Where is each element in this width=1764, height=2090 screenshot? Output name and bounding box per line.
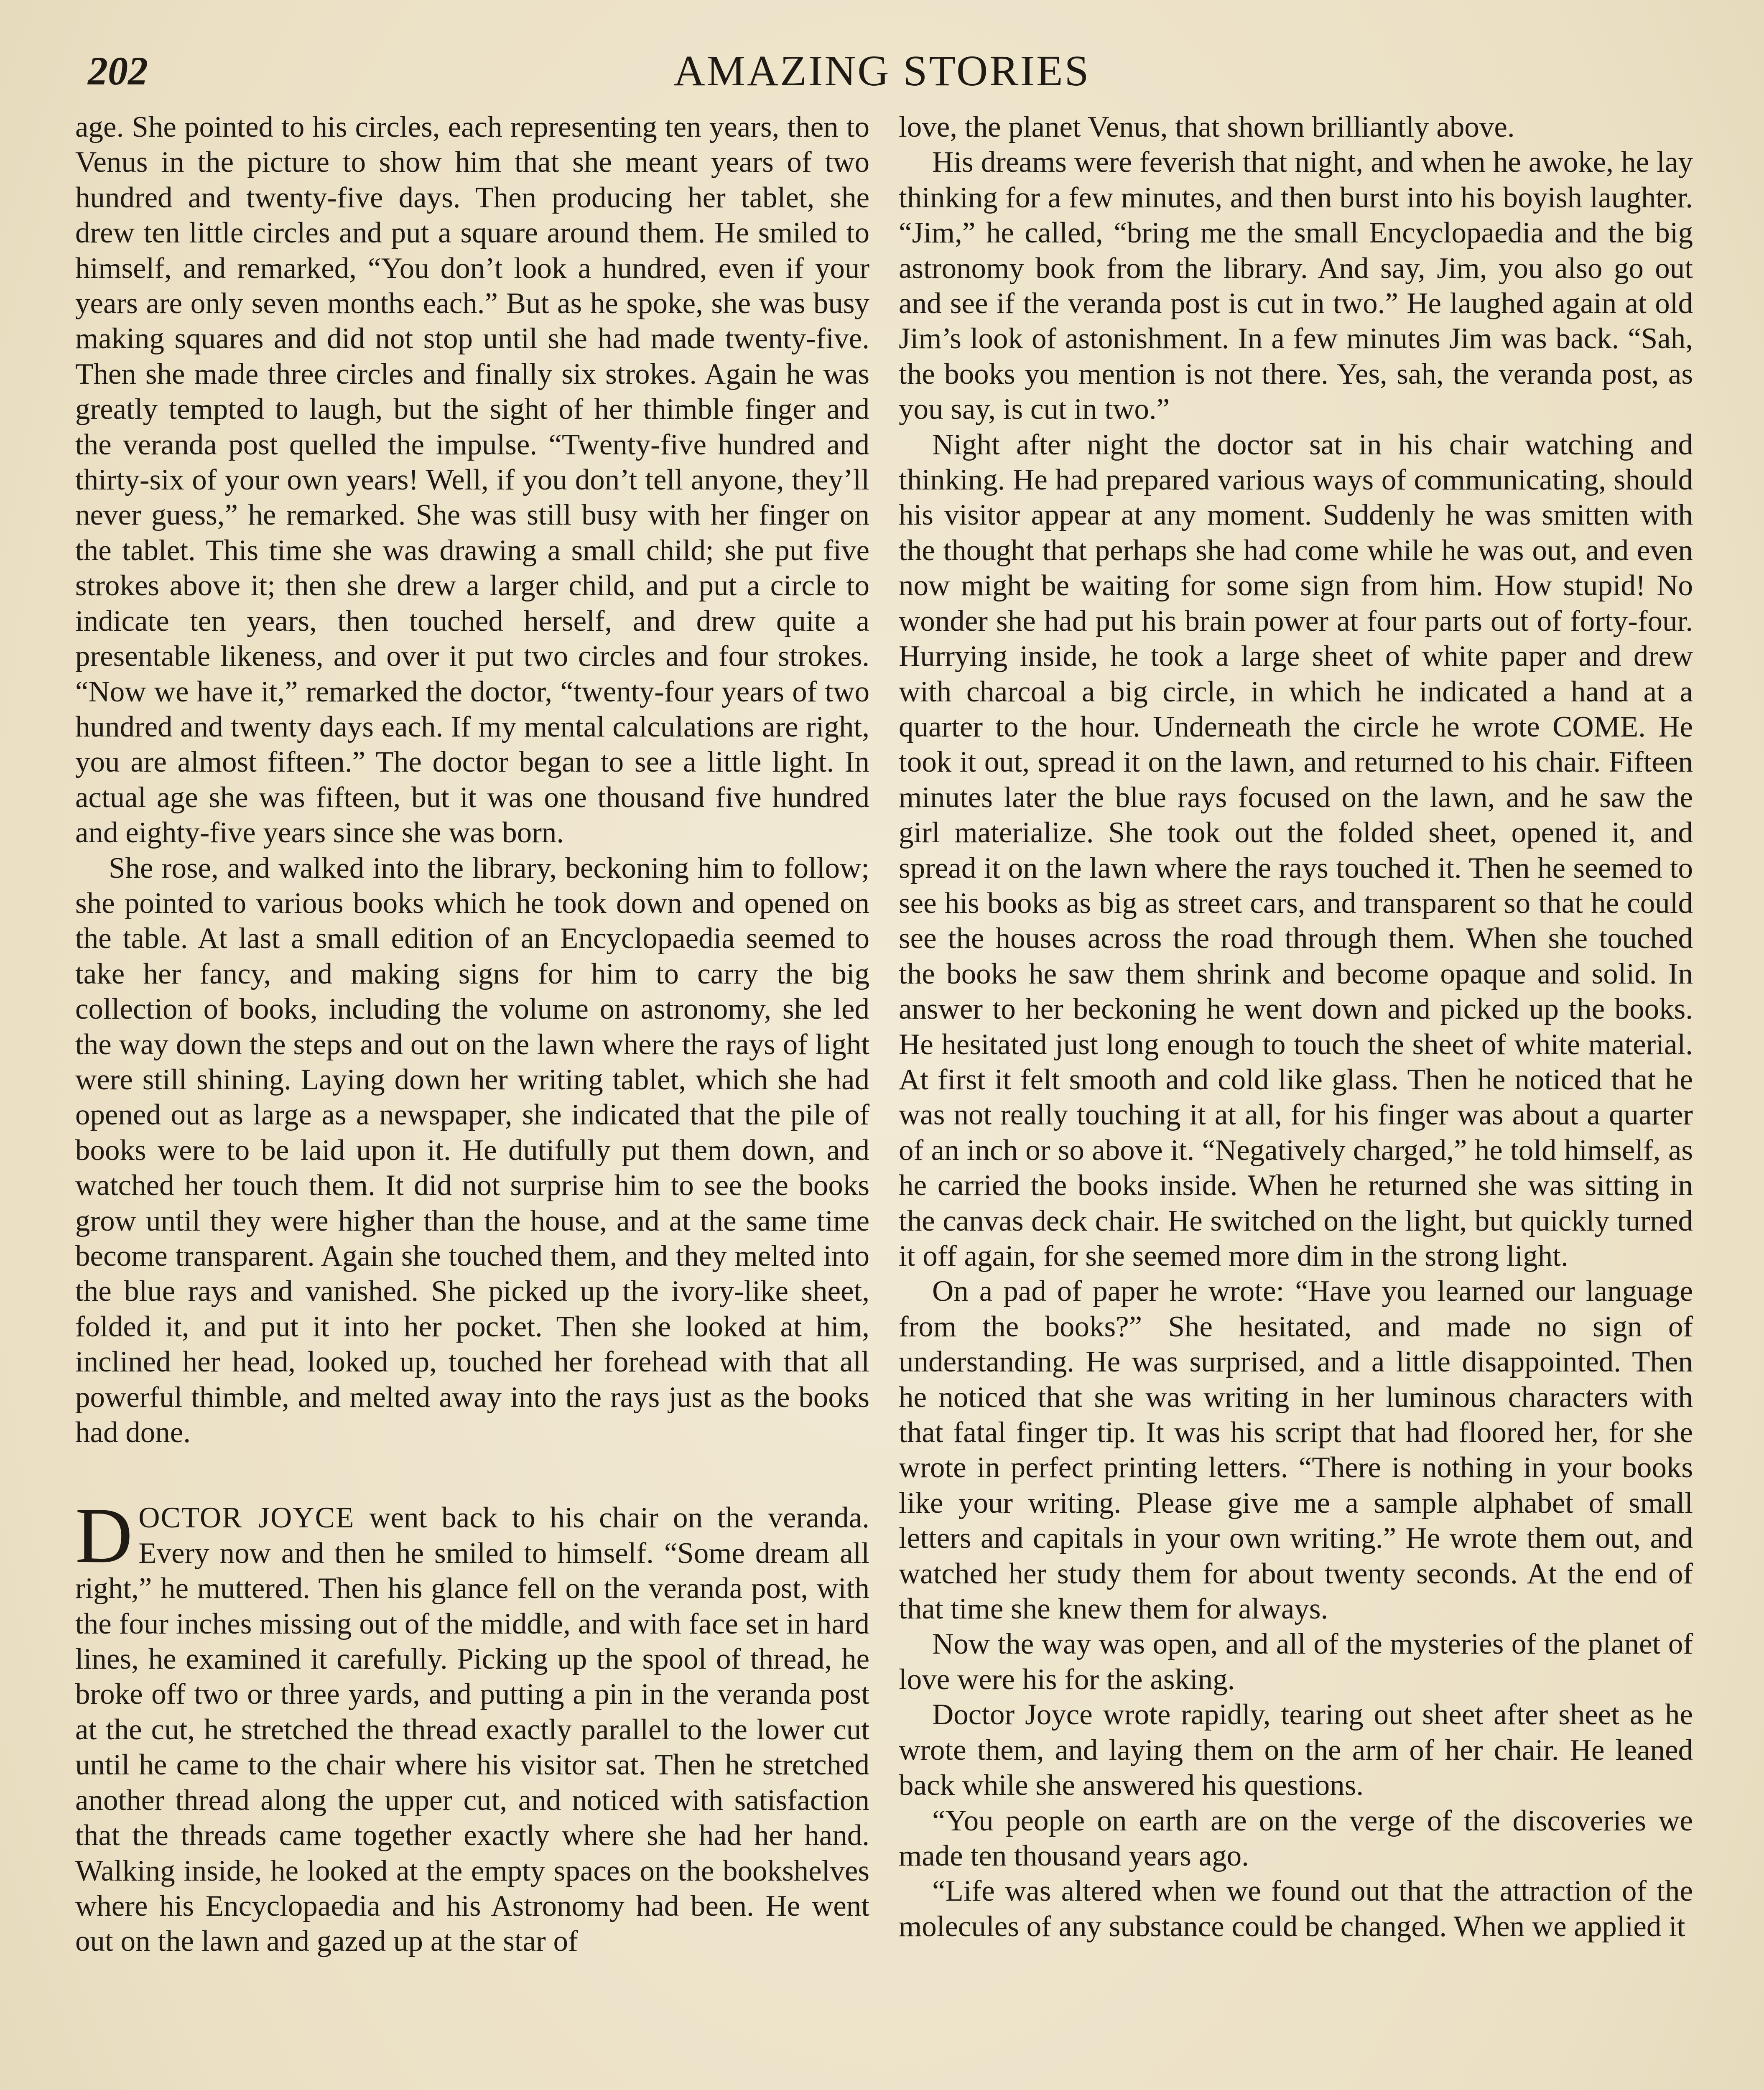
paragraph: Now the way was open, and all of the mysteries of the planet of love were his for the asking. — [899, 1628, 1693, 1696]
right-column — [899, 110, 1693, 1944]
paragraph: love, the planet Venus, that shown brilliantly above. — [899, 111, 1515, 143]
paragraph: She rose, and walked into the library, beckoning him to follow; she pointed to various books which he took down and opened on the table. At last a small edition of an Encyclopaedia seemed to take her fancy, and making signs for him to carry the big collection of books, including the volume on astronomy, she led the way down the steps and out on the lawn where the rays of light were still shining. Laying down her writing tablet, which she had opened out as large as a newspaper, she indicated that the pile of books were to be laid upon it. He dutifully put them down, and watched her touch them. It did not surprise him to see the books grow until they were higher than the house, and at the same time become transparent. Again she touched them, and they melted into the blue rays and vanished. She picked up the ivory-like sheet, folded it, and put it into her pocket. Then she looked at him, inclined her head, looked up, touched her forehead with that all powerful thimble, and melted away into the rays just as the books had done. — [75, 851, 869, 1449]
paragraph: Doctor Joyce wrote rapidly, tearing out sheet after sheet as he wrote them, and laying them on the arm of her chair. He leaned back while she answered his questions. — [899, 1698, 1693, 1802]
paragraph-text: went back to his chair on the veranda. Every now and then he smiled to himself. “Some dream all right,” he muttered. Then his glance fell on the veranda post, with the four inches missing out of the middle, and with face set in hard lines, he examined it carefully. Picking up the spool of thread, he broke off two or three yards, and putting a pin in the veranda post at the cut, he stretched the thread exactly parallel to the lower cut until he came to the chair where his visitor sat. Then he stretched another thread along the upper cut, and noticed with satisfaction that the threads came together exactly where she had her hand. Walking inside, he looked at the empty spaces on the bookshelves where his Encyclopaedia and his Astronomy had been. He went out on the lawn and gazed up at the star of — [75, 1501, 869, 1958]
section-break — [75, 1450, 869, 1500]
drop-cap: D — [75, 1492, 133, 1580]
paragraph: age. She pointed to his circles, each representing ten years, then to Venus in the picture to show him that she meant years of two hundred and twenty-five days. Then producing her tablet, she drew ten little circles and put a square around them. He smiled to himself, and remarked, “You don’t look a hundred, even if your years are only seven months each.” But as he spoke, she was busy making squares and did not stop until she had made twenty-five. Then she made three circles and finally six strokes. Again he was greatly tempted to laugh, but the sight of her thimble finger and the veranda post quelled the impulse. “Twenty-five hundred and thirty-six of your own years! Well, if you don’t tell anyone, they’ll never guess,” he remarked. She was still busy with her finger on the tablet. This time she was drawing a small child; she put five strokes above it; then she drew a larger child, and put a circle to indicate ten years, then touched herself, and drew quite a presentable likeness, and over it put two circles and four strokes. “Now we have it,” remarked the doctor, “twenty-four years of two hundred and twenty days each. If my mental calculations are right, you are almost fifteen.” The doctor began to see a little light. In actual age she was fifteen, but it was one thousand five hundred and eighty-five years since she was born. — [75, 111, 869, 849]
paragraph: His dreams were feverish that night, and when he awoke, he lay thinking for a few minutes, and then burst into his boyish laughter. “Jim,” he called, “bring me the small Encyclopaedia and the big astronomy book from the library. And say, Jim, you also go out and see if the veranda post is cut in two.” He laughed again at old Jim’s look of astonishment. In a few minutes Jim was back. “Sah, the books you mention is not there. Yes, sah, the veranda post, as you say, is cut in two.” — [899, 146, 1693, 426]
paragraph — [75, 1492, 869, 1959]
paragraph: “Life was altered when we found out that the attraction of the molecules of any substance could be changed. When we applied it — [899, 1875, 1693, 1943]
paragraph: “You people on earth are on the verge of the discoveries we made ten thousand years ago. — [899, 1804, 1693, 1872]
small-caps-lead: OCTOR JOYCE — [138, 1501, 355, 1534]
page-number: 202 — [88, 48, 148, 93]
paragraph: Night after night the doctor sat in his chair watching and thinking. He had prepared various ways of communicating, should his visitor appear at any moment. Suddenly he was smitten with the thought that perhaps she had come while he was out, and even now might be waiting for some sign from him. How stupid! No wonder she had put his brain power at four parts out of forty-four. Hurrying inside, he took a large sheet of white paper and drew with charcoal a big circle, in which he indicated a hand at a quarter to the hour. Underneath the circle he wrote COME. He took it out, spread it on the lawn, and returned to his chair. Fifteen minutes later the blue rays focused on the lawn, and he saw the girl materialize. She took out the folded sheet, opened it, and spread it on the lawn where the rays touched it. Then he seemed to see his books as big as street cars, and transparent so that he could see the houses across the road through them. When she touched the books he saw them shrink and become opaque and solid. In answer to her beckoning he went down and picked up the books. He hesitated just long enough to touch the sheet of white material. At first it felt smooth and cold like glass. Then he noticed that he was not really touching it at all, for his finger was about a quarter of an inch or so above it. “Negatively charged,” he told himself, as he carried the books inside. When he returned she was sitting in the canvas deck chair. He switched on the light, but quickly turned it off again, for she seemed more dim in the strong light. — [899, 428, 1693, 1272]
left-column — [75, 110, 869, 1959]
running-title: AMAZING STORIES — [673, 47, 1091, 95]
page-header — [63, 40, 1701, 102]
paragraph: On a pad of paper he wrote: “Have you learned our language from the books?” She hesitated, and made no sign of understanding. He was surprised, and a little disappointed. Then he noticed that she was writing in her luminous characters with that fatal finger tip. It was his script that had floored her, for she wrote in perfect printing letters. “There is nothing in your books like your writing. Please give me a sample alphabet of small letters and capitals in your own writing.” He wrote them out, and watched her study them for about twenty seconds. At the end of that time she knew them for always. — [899, 1275, 1693, 1626]
